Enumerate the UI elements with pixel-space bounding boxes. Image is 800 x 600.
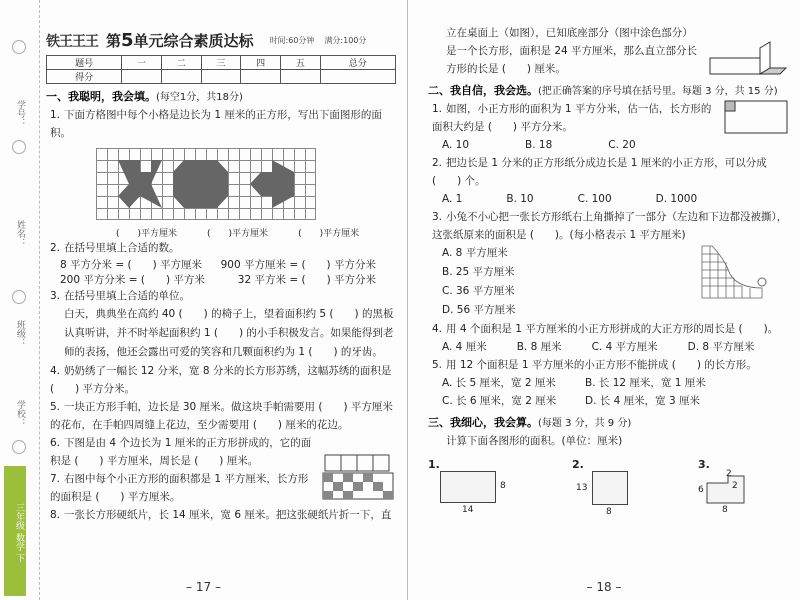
option-b[interactable]: B. 10 — [506, 193, 534, 205]
q2-row-1: 8 平方分米 = ( ) 平方厘米 900 平方厘米 = ( ) 平方分米 — [60, 259, 376, 271]
estimate-rect-figure — [724, 100, 788, 134]
area-figure-2: 2. 13 8 — [572, 458, 646, 517]
q1-answer-blanks — [116, 226, 396, 239]
score-row: 得分 — [47, 70, 396, 84]
question-1-5: 5. 一块正方形手帕，边长是 30 厘米。做这块手帕需要用 ( ) 平方厘米的花布，在手帕四周缝上花边，至少需要用 ( ) 厘米的花边。 — [50, 401, 393, 431]
option-b[interactable]: B. 18 — [525, 139, 553, 151]
score-cell[interactable] — [241, 70, 281, 84]
punch-hole — [12, 40, 26, 54]
section-3-heading: 三、我细心，我会算。(每题 3 分，共 9 分) — [428, 416, 632, 429]
option-a[interactable]: A. 4 厘米 — [442, 341, 487, 353]
punch-hole — [12, 140, 26, 154]
option-c[interactable]: C. 36 平方厘米 — [442, 285, 515, 297]
l-shape — [706, 475, 746, 505]
option-b[interactable]: B. 25 平方厘米 — [442, 266, 515, 278]
q4-options — [428, 338, 788, 356]
q2-options — [428, 190, 788, 208]
option-b[interactable]: B. 长 12 厘米，宽 1 厘米 — [585, 377, 706, 389]
margin-label-id: 学号： — [15, 100, 25, 127]
area-figure-1: 1. 8 14 — [428, 458, 506, 515]
option-a[interactable]: A. 8 平方厘米 — [442, 247, 508, 259]
section-1-heading: 一、我聪明，我会填。(每空1分，共18分) — [46, 90, 243, 103]
option-b[interactable]: B. 8 厘米 — [516, 341, 562, 353]
score-cell[interactable] — [122, 70, 162, 84]
option-d[interactable]: D. 56 平方厘米 — [442, 304, 516, 316]
question-2-2: 2. 把边长是 1 分米的正方形纸分成边长是 1 厘米的小正方形，可以分成 ( ) 个。 — [432, 157, 767, 187]
margin-label-school: 学校： — [15, 400, 25, 427]
question-1-3: 3. 在括号里填上合适的单位。 — [50, 290, 190, 302]
question-1-6: 6. 下图是由 4 个边长为 1 厘米的正方形拼成的，它的面积是 ( ) 平方厘米，周长是 ( ) 厘米。 — [50, 434, 396, 470]
question-1-4: 4. 奶奶绣了一幅长 12 分米，宽 8 分米的长方形苏绣，这幅苏绣的面积是 ( ) 平方分米。 — [50, 365, 392, 395]
shape-grid — [96, 148, 316, 220]
question-2-3: 3. 小兔不小心把一张长方形纸右上角撕掉了一部分（左边和下边都没被撕），这张纸原来的面积是 ( )。(每小格表示 1 平方厘米) — [432, 211, 788, 241]
score-cell[interactable] — [201, 70, 241, 84]
question-2-4: 4. 用 4 个面积是 1 平方厘米的小正方形拼成的大正方形的周长是 ( )。 — [432, 323, 779, 335]
question-1-8: 8. 一张长方形硬纸片，长 14 厘米，宽 6 厘米。把这张硬纸片折一下，直 — [50, 509, 392, 521]
question-1-8-cont: 立在桌面上（如图），已知底座部分（图中涂色部分）是一个长方形，面积是 24 平方厘米，那么直立部分长方形的长是 ( ) 厘米。 — [432, 24, 788, 78]
margin-label-class: 班级： — [15, 320, 25, 347]
question-2-5: 5. 用 12 个面积是 1 平方厘米的小正方形不能拼成 ( ) 的长方形。 — [432, 359, 757, 371]
answer-blank[interactable]: ( )平方厘米 — [207, 229, 269, 239]
option-d[interactable]: D. 长 4 厘米，宽 3 厘米 — [585, 395, 700, 407]
question-1-7: 7. 右图中每个小正方形的面积都是 1 平方厘米，长方形的面积是 ( ) 平方厘米。 — [50, 470, 396, 506]
q2-row-2: 200 平方分米 = ( ) 平方米 32 平方米 = ( ) 平方分米 — [60, 274, 376, 286]
question-1-1: 1. 下面方格图中每个小格是边长为 1 厘米的正方形，写出下面图形的面积。 — [50, 109, 382, 139]
question-1-2: 2. 在括号里填上合适的数。 — [50, 242, 180, 254]
exam-full-score: 满分:100分 — [324, 36, 367, 45]
shape-arrow — [250, 160, 294, 208]
page-number-right: – 18 – — [586, 580, 622, 594]
brand-strip: 三年级 数学 下 — [4, 466, 26, 596]
area-figure-3: 3. 6 2 2 8 — [698, 458, 758, 517]
score-header-row: 题号 一 二 三 四 五 总分 — [47, 56, 396, 70]
q1-options — [428, 136, 788, 154]
binding-margin — [0, 0, 40, 600]
option-a[interactable]: A. 长 5 厘米，宽 2 厘米 — [442, 377, 556, 389]
punch-hole — [12, 440, 26, 454]
option-a[interactable]: A. 10 — [442, 139, 470, 151]
option-c[interactable]: C. 长 6 厘米，宽 2 厘米 — [442, 395, 557, 407]
score-cell[interactable] — [161, 70, 201, 84]
rect-shape — [440, 471, 496, 503]
question-2-1: 1. 如图，小正方形的面积为 1 平方分米，估一估，长方形的面积大约是 ( ) 平方分米。 — [432, 100, 788, 136]
page-number-left: – 17 – — [186, 580, 221, 594]
option-d[interactable]: D. 8 平方厘米 — [687, 341, 755, 353]
option-d[interactable]: D. 1000 — [655, 193, 698, 205]
shape-bowtie — [118, 160, 162, 208]
area-figures — [428, 458, 758, 517]
section-2-heading: 二、我自信，我会选。(把正确答案的序号填在括号里。每题 3 分，共 15 分) — [428, 84, 778, 97]
option-c[interactable]: C. 100 — [577, 193, 612, 205]
section-3-instruction: 计算下面各图形的面积。(单位：厘米) — [446, 435, 623, 447]
margin-label-name: 姓名： — [15, 220, 25, 247]
logo: 铁王王王 — [46, 33, 98, 50]
folded-card-figure — [708, 38, 788, 78]
right-page — [408, 0, 800, 600]
checker-figure — [322, 472, 394, 500]
header — [46, 30, 396, 51]
shape-octagon — [173, 160, 228, 208]
answer-blank[interactable]: ( )平方厘米 — [298, 229, 360, 239]
square-shape — [592, 471, 628, 505]
option-c[interactable]: C. 4 平方厘米 — [591, 341, 658, 353]
page-title: 第5单元综合素质达标 — [106, 30, 254, 51]
answer-blank[interactable]: ( )平方厘米 — [116, 229, 178, 239]
rabbit-icon — [758, 278, 766, 286]
right-content — [428, 24, 788, 517]
q3-options-wrap — [428, 244, 788, 320]
score-table — [46, 55, 396, 84]
option-c[interactable]: C. 20 — [608, 139, 636, 151]
q5-options — [428, 374, 728, 410]
score-cell[interactable] — [280, 70, 320, 84]
left-content — [46, 30, 396, 524]
grid-shapes — [96, 148, 316, 220]
exam-time: 时间:60分钟 — [269, 36, 315, 45]
score-cell[interactable] — [320, 70, 395, 84]
punch-hole — [12, 290, 26, 304]
q3-passage: 白天，典典坐在高约 40 ( ) 的椅子上，望着面积约 5 ( ) 的黑板认真听讲，并不时举起面积约 1 ( ) 的小手积极发言。如果能得到老师的表扬，他还会露出可爱的笑容和几颗面积约为 1 ( ) 的牙齿。 — [64, 308, 394, 358]
torn-paper-figure — [698, 244, 770, 302]
option-a[interactable]: A. 1 — [442, 193, 463, 205]
